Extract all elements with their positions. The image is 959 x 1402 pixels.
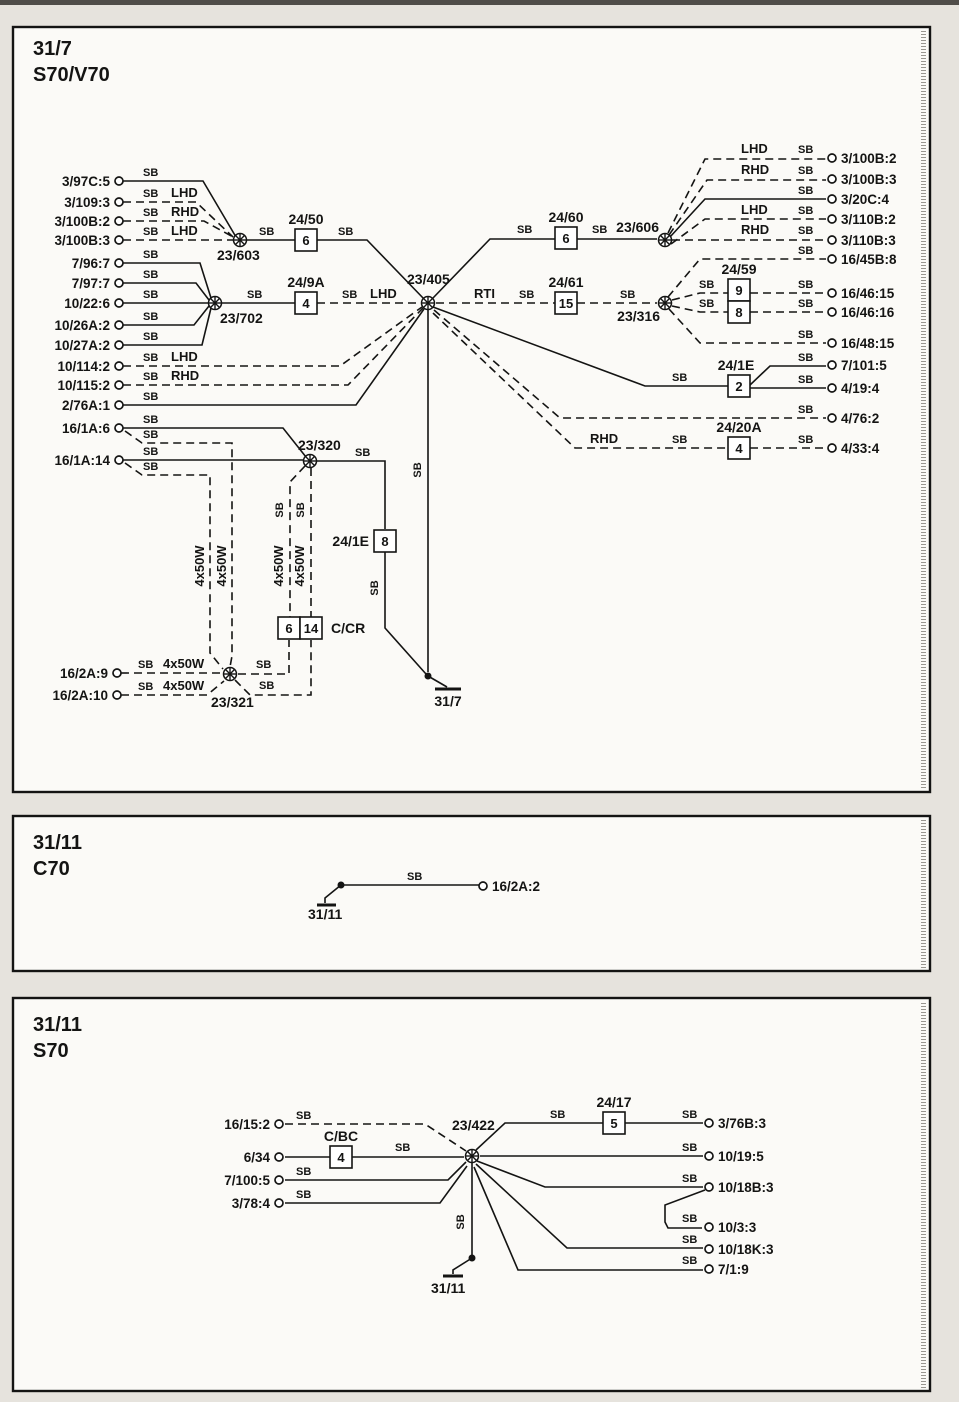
wire-label: RTI [474, 286, 495, 301]
wire-color-label: SB [682, 1142, 698, 1154]
terminal-circle [115, 259, 123, 267]
wire-color-label: SB [798, 374, 814, 386]
terminal-label: 16/45B:8 [841, 252, 897, 267]
terminal-circle [828, 289, 836, 297]
splice-label: 23/316 [617, 308, 660, 324]
terminal-circle [115, 217, 123, 225]
wire-color-label: SB [798, 165, 814, 177]
pin-number: 6 [302, 233, 310, 248]
ground-label: 31/11 [431, 1280, 466, 1296]
terminal-circle [705, 1265, 713, 1273]
wire-label: LHD [171, 349, 198, 364]
terminal-circle [828, 255, 836, 263]
wire-color-label: SB [672, 434, 688, 446]
wire-color-label: SB [143, 269, 159, 281]
terminal-label: 10/26A:2 [54, 318, 110, 333]
pin-number: 4 [337, 1150, 345, 1165]
panel-title: S70 [33, 1040, 69, 1062]
panel-31-11-c70 [13, 816, 930, 971]
terminal-circle [705, 1119, 713, 1127]
wire-color-label: SB [682, 1109, 698, 1121]
terminal-label: 10/115:2 [57, 378, 110, 393]
wire-color-label: SB [798, 279, 814, 291]
wire-color-label: SB [259, 226, 275, 238]
pin-number: 8 [381, 534, 389, 549]
terminal-label: 10/22:6 [64, 296, 110, 311]
wire-color-label: SB [798, 352, 814, 364]
wire-color-label: SB [407, 871, 423, 883]
connector-label: 24/59 [721, 261, 757, 277]
terminal-label: 16/46:16 [841, 305, 895, 320]
wire-color-label: SB [143, 331, 159, 343]
splice-label: 23/606 [616, 219, 659, 235]
wire-color-label: SB [342, 289, 358, 301]
terminal-circle [705, 1245, 713, 1253]
pin-number: 9 [735, 283, 743, 298]
wire-label: RHD [590, 431, 619, 446]
wire-color-label: SB [296, 1110, 312, 1122]
terminal-circle [275, 1153, 283, 1161]
terminal-circle [828, 195, 836, 203]
terminal-label: 3/110B:2 [841, 212, 896, 227]
terminal-label: 7/100:5 [224, 1173, 270, 1188]
scan-edge-artifact [0, 0, 959, 5]
pin-number: 6 [562, 231, 570, 246]
terminal-circle [115, 236, 123, 244]
terminal-label: 3/110B:3 [841, 233, 896, 248]
wire-color-label: SB [143, 461, 159, 473]
panel-frame [13, 27, 930, 792]
wire-color-label: SB [143, 226, 159, 238]
terminal-label: 16/48:15 [841, 336, 895, 351]
terminal-circle [479, 882, 487, 890]
wire-label: LHD [741, 202, 768, 217]
connector-label: 24/20A [716, 419, 762, 435]
terminal-label: 10/3:3 [718, 1220, 757, 1235]
pin-number: 8 [735, 305, 743, 320]
wire-color-label: SB [296, 1189, 312, 1201]
wire-color-label: SB [517, 224, 533, 236]
wire-color-label: SB [259, 680, 275, 692]
connector-label: 24/50 [288, 211, 324, 227]
panel-31-11-s70 [13, 998, 930, 1391]
terminal-circle [113, 691, 121, 699]
terminal-label: 16/2A:2 [492, 879, 541, 894]
wire-color-label: SB [143, 429, 159, 441]
splice-label: 23/702 [220, 310, 263, 326]
terminal-label: 3/76B:3 [718, 1116, 767, 1131]
wire-color-label: SB [682, 1255, 698, 1267]
panel-title: 31/11 [33, 832, 82, 854]
wire-label: 4x50W [163, 656, 205, 671]
terminal-circle [115, 321, 123, 329]
pin-number: 14 [303, 621, 319, 636]
terminal-label: 16/2A:10 [52, 688, 108, 703]
wire-color-label: SB [672, 372, 688, 384]
terminal-circle [828, 308, 836, 316]
terminal-circle [115, 198, 123, 206]
terminal-label: 7/1:9 [718, 1262, 749, 1277]
wire-color-label: SB [138, 659, 154, 671]
pin-number: 6 [285, 621, 293, 636]
panel-title: C70 [33, 858, 70, 880]
ground-label: 31/11 [308, 906, 343, 922]
wire-label: 4x50W [271, 545, 286, 587]
terminal-circle [115, 279, 123, 287]
terminal-label: 16/2A:9 [59, 666, 108, 681]
wire-color-label: SB [143, 446, 159, 458]
splice-label: 23/405 [407, 271, 450, 287]
terminal-circle [115, 362, 123, 370]
terminal-label: 3/100B:2 [54, 214, 110, 229]
terminal-circle [828, 384, 836, 392]
terminal-circle [828, 175, 836, 183]
wire-color-label: SB [338, 226, 354, 238]
terminal-circle [275, 1176, 283, 1184]
panels-root [13, 27, 930, 1391]
wire-color-label: SB [295, 502, 307, 518]
terminal-label: 7/97:7 [71, 276, 110, 291]
connector-box-c-cr [278, 617, 365, 639]
terminal-circle [115, 424, 123, 432]
ground-label: 31/7 [434, 693, 462, 709]
wire-label: LHD [171, 185, 198, 200]
terminal-label: 4/76:2 [841, 411, 880, 426]
pin-number: 5 [610, 1116, 618, 1131]
terminal-label: 7/101:5 [841, 358, 887, 373]
connector-box-24-1e [332, 530, 396, 552]
wire-color-label: SB [798, 185, 814, 197]
wire-color-label: SB [798, 144, 814, 156]
wire-label: 4x50W [292, 545, 307, 587]
wire-color-label: SB [143, 167, 159, 179]
wire-color-label: SB [798, 298, 814, 310]
wire-color-label: SB [143, 311, 159, 323]
wire-color-label: SB [620, 289, 636, 301]
terminal-circle [828, 414, 836, 422]
pin-number: 15 [558, 296, 574, 311]
splice-label: 23/320 [298, 437, 341, 453]
connector-label: 24/1E [717, 357, 755, 373]
terminal-circle [113, 669, 121, 677]
wire-color-label: SB [143, 289, 159, 301]
scan-artifact-band [921, 819, 926, 968]
wire-color-label: SB [143, 371, 159, 383]
wire-color-label: SB [798, 434, 814, 446]
wire-color-label: SB [798, 205, 814, 217]
wire-color-label: SB [682, 1213, 698, 1225]
terminal-circle [828, 154, 836, 162]
wire-label: RHD [741, 162, 770, 177]
wire-color-label: SB [143, 188, 159, 200]
wire-color-label: SB [798, 245, 814, 257]
splice-label: 23/422 [452, 1117, 495, 1133]
wire-label: LHD [741, 141, 768, 156]
terminal-label: 10/18K:3 [718, 1242, 774, 1257]
wire-color-label: SB [682, 1234, 698, 1246]
connector-label: 24/1E [332, 533, 369, 549]
panel-title: 31/11 [33, 1014, 82, 1036]
terminal-circle [828, 215, 836, 223]
terminal-circle [115, 401, 123, 409]
wire-label: RHD [741, 222, 770, 237]
terminal-circle [705, 1223, 713, 1231]
terminal-label: 2/76A:1 [61, 398, 110, 413]
terminal-label: 10/27A:2 [54, 338, 110, 353]
terminal-label: 3/109:3 [64, 195, 110, 210]
wire-color-label: SB [798, 404, 814, 416]
terminal-label: 4/33:4 [841, 441, 880, 456]
terminal-label: 3/97C:5 [61, 174, 110, 189]
wire-color-label: SB [274, 502, 286, 518]
terminal-circle [828, 236, 836, 244]
terminal-circle [115, 456, 123, 464]
terminal-circle [275, 1120, 283, 1128]
terminal-label: 16/1A:14 [54, 453, 110, 468]
wire-label: 4x50W [163, 678, 205, 693]
wire-color-label: SB [592, 224, 608, 236]
terminal-label: 3/100B:3 [841, 172, 897, 187]
connector-label: 24/9A [287, 274, 325, 290]
wire-color-label: SB [369, 580, 381, 596]
panel-title: 31/7 [33, 38, 72, 60]
wire-color-label: SB [355, 447, 371, 459]
connector-label: 24/61 [548, 274, 584, 290]
pin-number: 4 [302, 296, 310, 311]
scan-artifact-band [921, 30, 926, 789]
terminal-circle [115, 299, 123, 307]
terminal-label: 16/46:15 [841, 286, 895, 301]
wire-color-label: SB [798, 329, 814, 341]
terminal-label: 3/20C:4 [841, 192, 890, 207]
wire-color-label: SB [550, 1109, 566, 1121]
terminal-circle [828, 361, 836, 369]
terminal-circle [705, 1152, 713, 1160]
panel-title: S70/V70 [33, 64, 110, 86]
terminal-circle [275, 1199, 283, 1207]
terminal-circle [115, 381, 123, 389]
scan-artifact-band [921, 1001, 926, 1388]
wire-color-label: SB [247, 289, 263, 301]
wire-label: 4x50W [214, 545, 229, 587]
wire-color-label: SB [412, 462, 424, 478]
panel-frame [13, 816, 930, 971]
terminal-label: 6/34 [243, 1150, 270, 1165]
wire-color-label: SB [682, 1173, 698, 1185]
terminal-label: 3/78:4 [231, 1196, 270, 1211]
terminal-label: 3/100B:2 [841, 151, 897, 166]
splice-label: 23/603 [217, 247, 260, 263]
connector-label: C/BC [323, 1128, 359, 1144]
terminal-label: 10/19:5 [718, 1149, 764, 1164]
terminal-circle [828, 339, 836, 347]
connector-label: 24/17 [596, 1094, 632, 1110]
wire-color-label: SB [143, 207, 159, 219]
terminal-label: 16/1A:6 [61, 421, 110, 436]
terminal-label: 7/96:7 [71, 256, 110, 271]
terminal-label: 10/114:2 [57, 359, 110, 374]
wire-color-label: SB [143, 391, 159, 403]
wire-color-label: SB [798, 225, 814, 237]
wire-color-label: SB [699, 279, 715, 291]
terminal-circle [828, 444, 836, 452]
wire-label: RHD [171, 204, 200, 219]
wire-label: LHD [370, 286, 397, 301]
terminal-label: 4/19:4 [841, 381, 880, 396]
terminal-label: 3/100B:3 [54, 233, 110, 248]
wire-color-label: SB [455, 1214, 467, 1230]
wire-color-label: SB [395, 1142, 411, 1154]
terminal-circle [115, 341, 123, 349]
splice-label: 23/321 [211, 694, 254, 710]
wire-color-label: SB [138, 681, 154, 693]
pin-number: 4 [735, 441, 743, 456]
wire-color-label: SB [143, 352, 159, 364]
wire-color-label: SB [143, 249, 159, 261]
wire-label: LHD [171, 223, 198, 238]
panel-31-7-s70-v70 [13, 27, 930, 792]
wire-color-label: SB [699, 298, 715, 310]
wire-color-label: SB [519, 289, 535, 301]
connector-label: 24/60 [548, 209, 584, 225]
terminal-label: 16/15:2 [224, 1117, 270, 1132]
wire-label: 4x50W [192, 545, 207, 587]
wire-color-label: SB [143, 414, 159, 426]
terminal-circle [705, 1183, 713, 1191]
pin-number: 2 [735, 379, 743, 394]
wire-color-label: SB [256, 659, 272, 671]
wire-label: RHD [171, 368, 200, 383]
terminal-circle [115, 177, 123, 185]
wire-color-label: SB [296, 1166, 312, 1178]
connector-label: C/CR [331, 620, 366, 636]
terminal-label: 10/18B:3 [718, 1180, 774, 1195]
